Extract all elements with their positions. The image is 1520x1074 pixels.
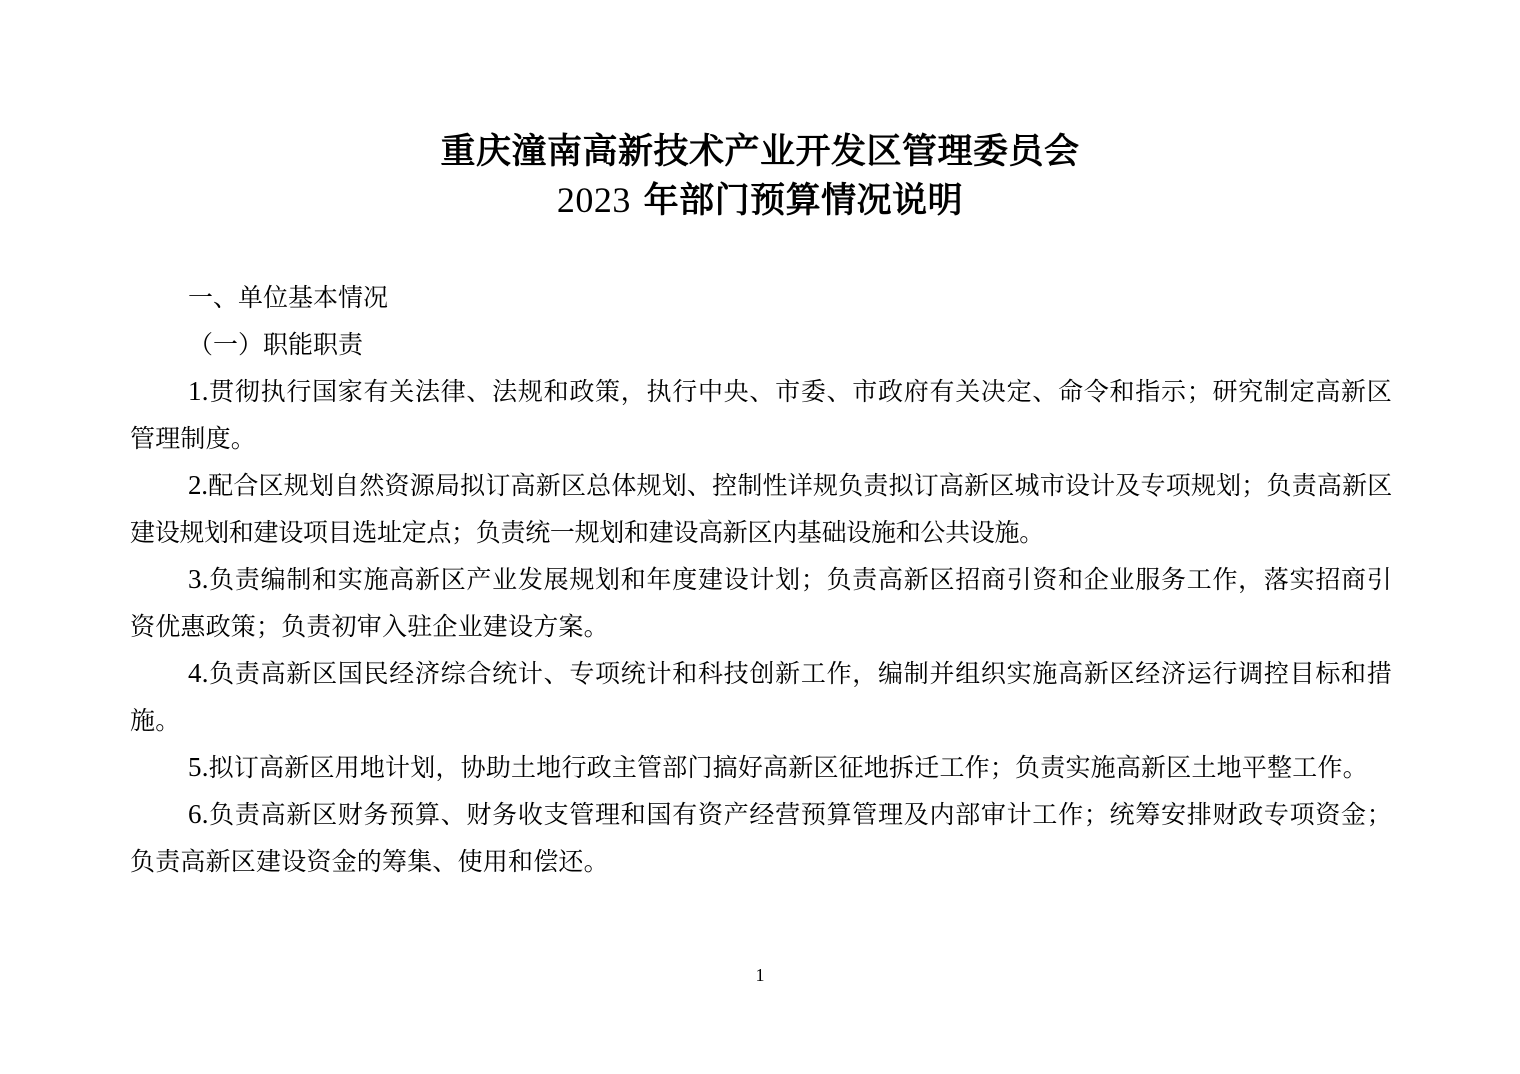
duty-number: 4. (188, 658, 209, 688)
document-title (0, 128, 1520, 225)
duty-text: 拟订高新区用地计划，协助土地行政主管部门搞好高新区征地拆迁工作；负责实施高新区土地平整工作。 (208, 753, 1368, 782)
duty-paragraph-3 (130, 556, 1392, 650)
duty-number: 5. (188, 752, 209, 782)
duty-number: 2. (188, 470, 208, 500)
duty-text: 负责编制和实施高新区产业发展规划和年度建设计划；负责高新区招商引资和企业服务工作，落实招商引资优惠政策；负责初审入驻企业建设方案。 (130, 565, 1392, 641)
duty-number: 3. (188, 564, 209, 594)
subsection-heading: （一）职能职责 (188, 330, 364, 359)
document-body (130, 274, 1392, 885)
page-number: 1 (755, 965, 765, 985)
section-heading: 一、单位基本情况 (188, 283, 389, 312)
duty-text: 贯彻执行国家有关法律、法规和政策，执行中央、市委、市政府有关决定、命令和指示；研究制定高新区管理制度。 (130, 377, 1392, 453)
title-line-2 (0, 176, 1520, 225)
title-line-2-text: 年部门预算情况说明 (630, 181, 964, 221)
duty-number: 6. (188, 799, 209, 829)
duty-paragraph-5 (130, 744, 1392, 791)
duty-paragraph-1 (130, 368, 1392, 462)
duty-paragraph-6 (130, 791, 1392, 885)
duty-paragraph-2 (130, 462, 1392, 556)
duty-paragraph-4 (130, 650, 1392, 744)
title-line-1: 重庆潼南高新技术产业开发区管理委员会 (440, 132, 1080, 172)
title-year: 2023 (556, 180, 631, 220)
duty-text: 负责高新区国民经济综合统计、专项统计和科技创新工作，编制并组织实施高新区经济运行调控目标和措施。 (130, 659, 1392, 735)
duty-text: 配合区规划自然资源局拟订高新区总体规划、控制性详规负责拟订高新区城市设计及专项规划；负责高新区建设规划和建设项目选址定点；负责统一规划和建设高新区内基础设施和公共设施。 (130, 471, 1392, 547)
duty-text: 负责高新区财务预算、财务收支管理和国有资产经营预算管理及内部审计工作；统筹安排财政专项资金；负责高新区建设资金的筹集、使用和偿还。 (130, 800, 1392, 876)
duty-number: 1. (188, 376, 209, 406)
